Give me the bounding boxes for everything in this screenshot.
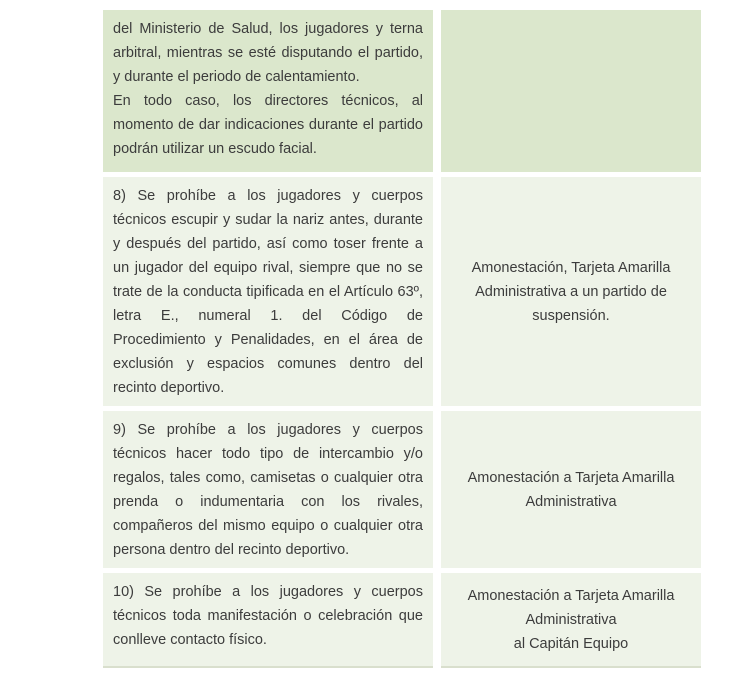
rule-text: 10) Se prohíbe a los jugadores y cuerpos técnicos toda manifestación o celebración que conlleve contacto físico. xyxy=(113,584,423,648)
sanction-line: Administrativa xyxy=(525,611,617,628)
sanction-line: al Capitán Equipo xyxy=(513,635,629,652)
sanction-cell xyxy=(441,10,701,172)
sanction-cell xyxy=(441,177,701,406)
sanction-line: Administrativa a un partido de xyxy=(475,283,667,300)
rule-cell xyxy=(103,10,433,172)
penalties-table xyxy=(103,10,701,668)
rule-text: 8) Se prohíbe a los jugadores y cuerpos técnicos escupir y sudar la nariz antes, durante y después del partido, así como toser frente a un jugador del equipo rival, siempre que no se trate de la conducta tipificada en el Artículo 63º, letra E., numeral 1. del Código de Procedimiento y Penalidades, en el área de exclusión y espacios comunes dentro del recinto deportivo. xyxy=(113,188,423,396)
rule-cell xyxy=(103,177,433,406)
sanction-line: Amonestación a Tarjeta Amarilla xyxy=(467,587,675,604)
rule-text: 9) Se prohíbe a los jugadores y cuerpos técnicos hacer todo tipo de intercambio y/o regalos, tales como, camisetas o cualquier otra prenda o indumentaria con los rivales, compañeros del mismo equipo o cualquier otra persona dentro del recinto deportivo. xyxy=(113,422,423,558)
sanction-line: suspensión. xyxy=(532,307,610,324)
rule-text: del Ministerio de Salud, los jugadores y terna arbitral, mientras se esté disputando el partido, y durante el periodo de calentamiento. xyxy=(113,21,423,85)
rule-cell xyxy=(103,411,433,568)
sanction-line: Amonestación a Tarjeta Amarilla xyxy=(467,469,675,486)
sanction-cell xyxy=(441,411,701,568)
sanction-line: Administrativa xyxy=(525,493,617,510)
rule-cell xyxy=(103,573,433,668)
sanction-line: Amonestación, Tarjeta Amarilla xyxy=(471,259,671,276)
sanction-cell xyxy=(441,573,701,668)
rule-text: En todo caso, los directores técnicos, al momento de dar indicaciones durante el partido podrán utilizar un escudo facial. xyxy=(113,93,423,157)
